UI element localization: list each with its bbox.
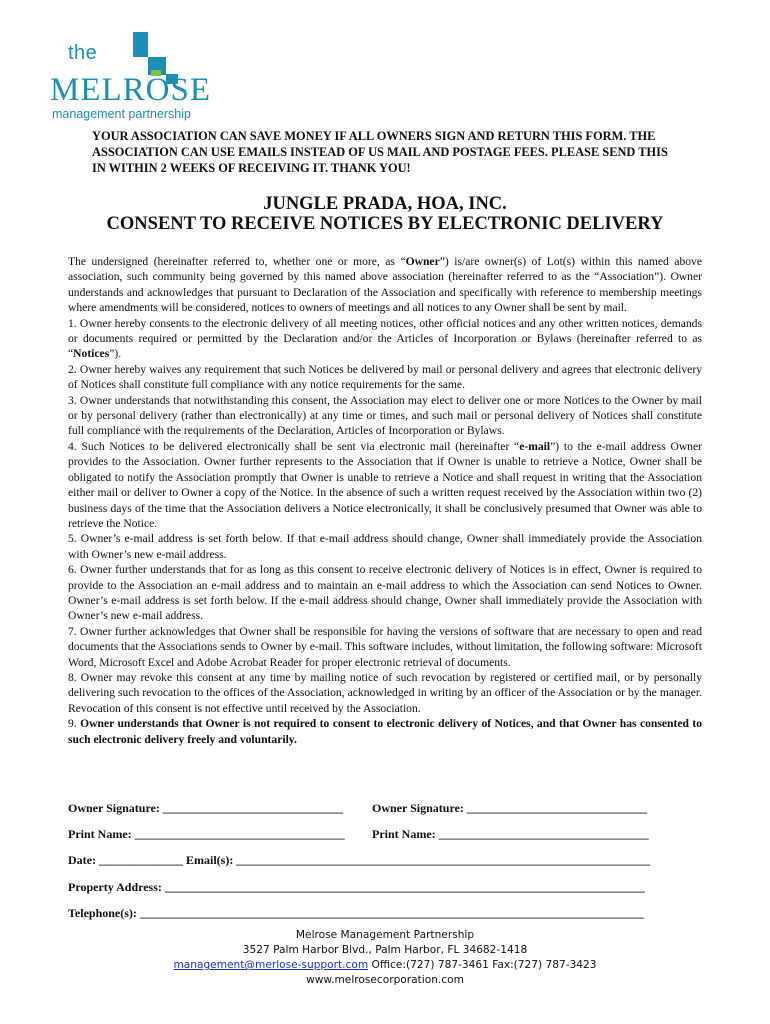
clause-9-number: 9. (68, 717, 81, 731)
logo-square-1 (133, 32, 148, 57)
email-term: e-mail (519, 439, 551, 453)
logo-the: the (68, 42, 98, 64)
telephone-field[interactable]: Telephone(s): ____________________________________________________________________________________ (68, 906, 644, 920)
clause-9-text: Owner understands that Owner is not required to consent to electronic delivery of Notices, and that Owner has consented to such electronic delivery freely and voluntarily. (68, 717, 702, 746)
clause-4 (68, 439, 702, 531)
footer-website: www.melrosecorporation.com (306, 974, 464, 986)
footer-phones: Office:(727) 787-3461 Fax:(727) 787-3423 (368, 959, 597, 971)
print-name-field-2[interactable]: Print Name: ___________________________________ (372, 827, 649, 841)
savings-notice: YOUR ASSOCIATION CAN SAVE MONEY IF ALL OWNERS SIGN AND RETURN THIS FORM. THE ASSOCIATION CAN USE EMAILS INSTEAD OF US MAIL AND POSTAGE FEES. PLEASE SEND THIS IN WITHIN 2 WEEKS OF RECEIVING IT. THANK YOU! (92, 129, 668, 175)
clause-8: 8. Owner may revoke this consent at any time by mailing notice of such revocation by registered or certified mail, or by personally delivering such revocation to the offices of the Association, acknowledged in writing by an officer of the Association or by the manager. Revocation of this consent is not effective until received by the Association. (68, 670, 702, 715)
footer-contact (0, 958, 770, 973)
property-address-field[interactable]: Property Address: ________________________________________________________________________________ (68, 880, 645, 894)
logo-name: MELROSE (50, 72, 212, 108)
clause-1 (68, 316, 702, 362)
form-title: CONSENT TO RECEIVE NOTICES BY ELECTRONIC DELIVERY (106, 214, 664, 234)
clause-5: 5. Owner’s e-mail address is set forth below. If that e-mail address should change, Owner shall immediately provide the Association with Owner’s new e-mail address. (68, 532, 702, 561)
clause-7: 7. Owner further acknowledges that Owner shall be responsible for having the versions of software that are necessary to open and read documents that the Associations sends to Owner by e-mail. This software includes, without limitation, the following software: Microsoft Word, Microsoft Excel and Adobe Acrobat Reader for proper electronic retrieval of documents. (68, 624, 702, 669)
clause-1-text-a: 1. Owner hereby consents to the electronic delivery of all meeting notices, other official notices and any other written notices, demands or documents required or permitted by the Declaration and/or the Articles of Incorporation or Bylaws (hereinafter referred to as “ (68, 316, 702, 361)
intro-text-c: ”) is/are owner(s) of Lot(s) within this named above association, such community being governed by this named above association (hereinafter referred to as the “Association”). Owner understands and acknowledges that pursuant to Declaration of the Association and specifically with reference to membership meetings where amendments will be considered, notices to owners of meetings and all notices to any Owner shall be sent by mail. (68, 255, 702, 315)
clause-4-text-c: ”) to the e-mail address Owner provides to the Association. Owner further represents to the Association that if Owner is unable to retrieve a Notice, Owner shall be obligated to notify the Association promptly that Owner is unable to retrieve a Notice and shall request in writing that the Association either mail or deliver to Owner a copy of the Notice. In the absence of such a written request received by the Association within two (2) business days of the time that the Association delivers a Notice electronically, it shall be conclusively presumed that Owner was able to retrieve the Notice. (68, 439, 702, 530)
melrose-logo (50, 30, 220, 125)
owner-term: Owner (405, 255, 440, 268)
footer-company: Melrose Management Partnership (295, 929, 475, 941)
clause-4-text-a: 4. Such Notices to be delivered electronically shall be sent via electronic mail (hereinafter “ (68, 439, 520, 453)
footer-email-link[interactable]: management@merlose-support.com (173, 959, 369, 971)
clause-6: 6. Owner further understands that for as long as this consent to receive electronic delivery of Notices is in effect, Owner is required to provide to the Association an e-mail address and to maintain an e-mail address to which the Association can send Notices to Owner. Owner’s e-mail address is set forth below. If the e-mail address should change, Owner shall immediately provide the Association with Owner’s new e-mail address. (68, 563, 702, 623)
association-name: JUNGLE PRADA, HOA, INC. (263, 194, 507, 214)
owner-signature-field-2[interactable]: Owner Signature: ______________________________ (372, 801, 647, 815)
intro-text-a: The undersigned (hereinafter referred to, whether one or more, as “ (68, 255, 406, 268)
logo-tagline: management partnership (52, 107, 191, 121)
clause-9 (68, 716, 702, 747)
footer-address: 3527 Palm Harbor Blvd., Palm Harbor, FL 34682-1418 (242, 944, 528, 956)
owner-signature-field-1[interactable]: Owner Signature: ______________________________ (68, 801, 343, 815)
clause-1-text-c: ”). (109, 347, 122, 361)
clause-3: 3. Owner understands that notwithstanding this consent, the Association may elect to deliver one or more Notices to the Owner by mail or by personal delivery (rather than electronically) at any time or times, and such mail or personal delivery of Notices shall constitute full compliance with the requirements of the Declaration, Articles of Incorporation or Bylaws. (68, 393, 702, 438)
notices-term: Notices (73, 347, 110, 361)
date-email-field[interactable]: Date: ______________ Email(s): _____________________________________________________________________ (68, 853, 651, 867)
intro-paragraph (68, 254, 702, 316)
print-name-field-1[interactable]: Print Name: ___________________________________ (68, 827, 345, 841)
consent-body (68, 254, 702, 747)
clause-2: 2. Owner hereby waives any requirement that such Notices be delivered by mail or personal delivery and agrees that electronic delivery of Notices shall constitute full compliance with any notice requirements for the same. (68, 362, 702, 392)
